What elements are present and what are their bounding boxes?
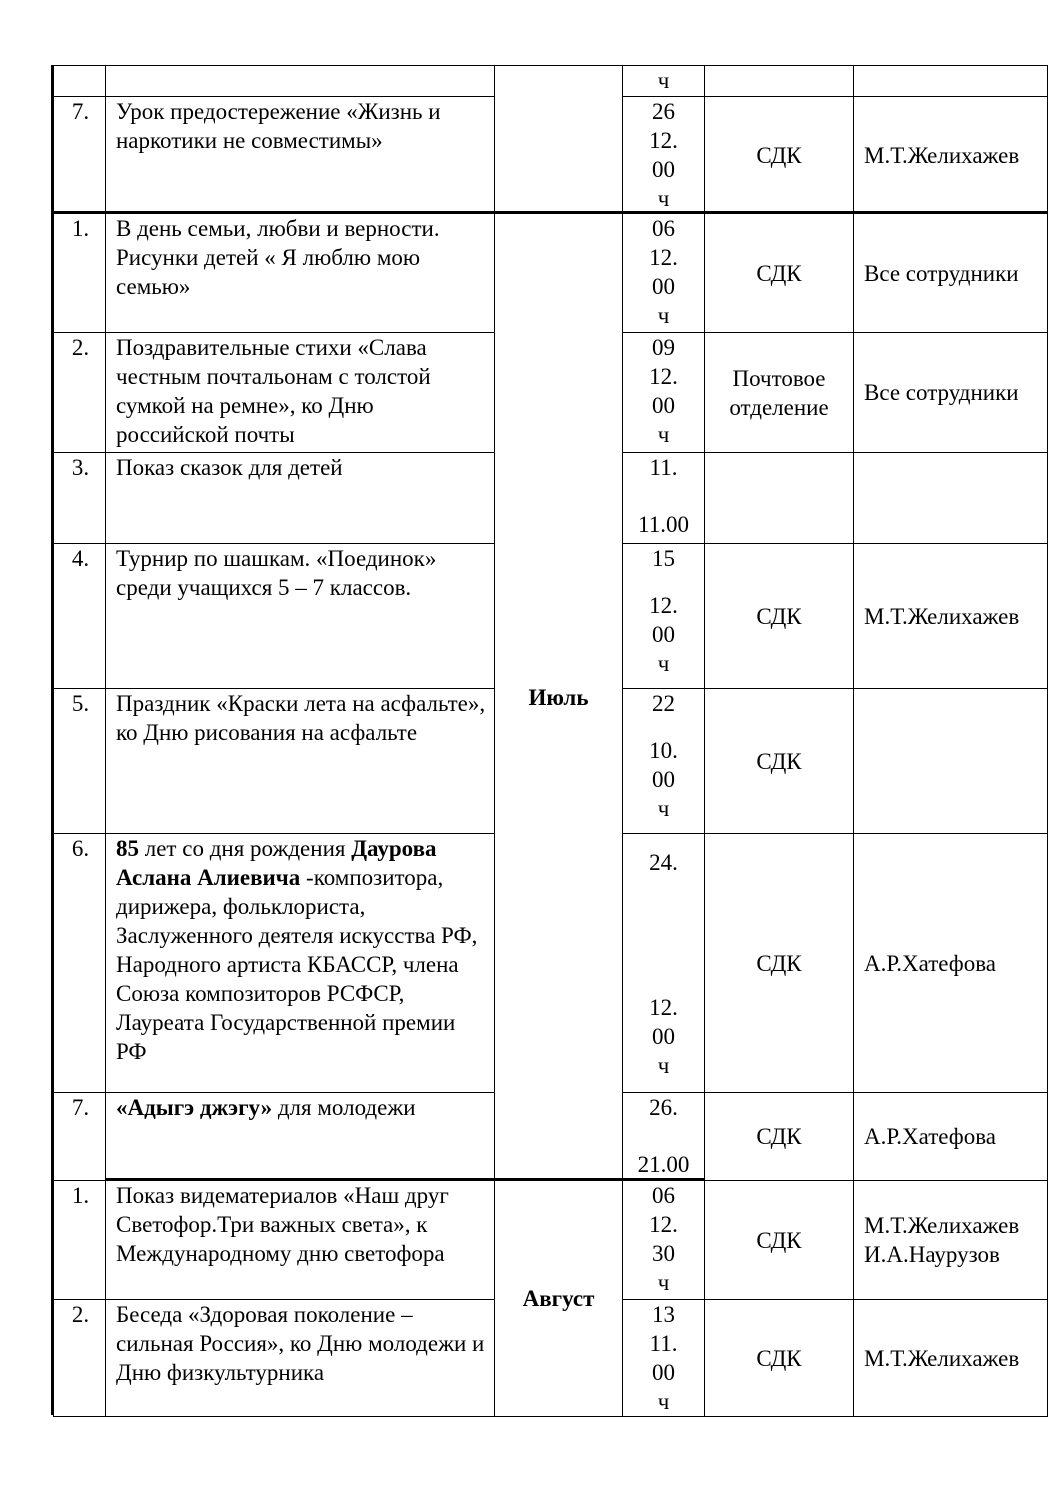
event-title: Беседа «Здоровая поколение – сильная Россия», ко Дню молодежи и Дню физкультурника [106,1300,495,1417]
table-row [54,66,1048,97]
event-place: Почтовое отделение [705,333,854,453]
event-title: 85 лет со дня рождения Даурова Аслана Алиевича -композитора, дирижера, фольклориста, Заслуженного деятеля искусства РФ, Народного артиста КБАССР, члена Союза композиторов РСФСР, Лауреата Государственной премии РФ [106,834,495,1093]
event-place: СДК [705,1181,854,1300]
section-divider-july [53,211,1047,214]
event-place: СДК [705,1300,854,1417]
event-responsible: М.Т.Желихажев [854,1300,1048,1417]
event-place: СДК [705,689,854,834]
event-responsible: А.Р.Хатефова [854,834,1048,1093]
event-time: 13 11. 00 ч [623,1300,705,1417]
event-responsible: М.Т.Желихажев [854,97,1048,214]
event-title [106,66,495,97]
event-responsible [854,66,1048,97]
event-time: 24. 12. 00 ч [623,834,705,1093]
event-place: СДК [705,834,854,1093]
row-number: 5. [54,689,106,834]
event-title: Показ видематериалов «Наш друг Светофор.Три важных света», к Международному дню светофора [106,1181,495,1300]
event-responsible [854,453,1048,544]
event-responsible: А.Р.Хатефова [854,1093,1048,1181]
row-number: 7. [54,97,106,214]
event-title: В день семьи, любви и верности. Рисунки детей « Я люблю мою семью» [106,214,495,333]
event-place [705,453,854,544]
event-time: 09 12. 00 ч [623,333,705,453]
row-number [54,66,106,97]
table-row [54,1181,1048,1300]
month-july: Июль [495,214,623,1181]
event-time: 22 10. 00 ч [623,689,705,834]
row-number: 4. [54,544,106,689]
event-place [705,66,854,97]
row-number: 1. [54,214,106,333]
row-number: 1. [54,1181,106,1300]
event-title: Показ сказок для детей [106,453,495,544]
event-time: 11. 11.00 [623,453,705,544]
event-time: 06 12. 00 ч [623,214,705,333]
event-title: Праздник «Краски лета на асфальте», ко Дню рисования на асфальте [106,689,495,834]
event-time: ч [623,66,705,97]
event-title: Поздравительные стихи «Слава честным почтальонам с толстой сумкой на ремне», ко Дню российской почты [106,333,495,453]
month-august: Август [495,1181,623,1417]
event-responsible: Все сотрудники [854,333,1048,453]
event-responsible: М.Т.Желихажев И.А.Наурузов [854,1181,1048,1300]
event-place: СДК [705,1093,854,1181]
event-time: 26. 21.00 [623,1093,705,1181]
event-time: 26 12. 00 ч [623,97,705,214]
event-time: 15 12. 00 ч [623,544,705,689]
month-cell-june [495,66,623,214]
event-responsible: М.Т.Желихажев [854,544,1048,689]
section-divider-august [105,1178,704,1181]
row-number: 3. [54,453,106,544]
row-number: 6. [54,834,106,1093]
event-place: СДК [705,544,854,689]
event-place: СДК [705,97,854,214]
event-place: СДК [705,214,854,333]
row-number: 7. [54,1093,106,1181]
events-table [53,65,1048,1417]
event-responsible: Все сотрудники [854,214,1048,333]
event-title: Урок предостережение «Жизнь и наркотики не совместимы» [106,97,495,214]
row-number: 2. [54,333,106,453]
event-title: Турнир по шашкам. «Поединок» среди учащихся 5 – 7 классов. [106,544,495,689]
event-time: 06 12. 30 ч [623,1181,705,1300]
row-number: 2. [54,1300,106,1417]
table-row [54,214,1048,333]
event-responsible [854,689,1048,834]
event-title: «Адыгэ джэгу» для молодежи [106,1093,495,1181]
